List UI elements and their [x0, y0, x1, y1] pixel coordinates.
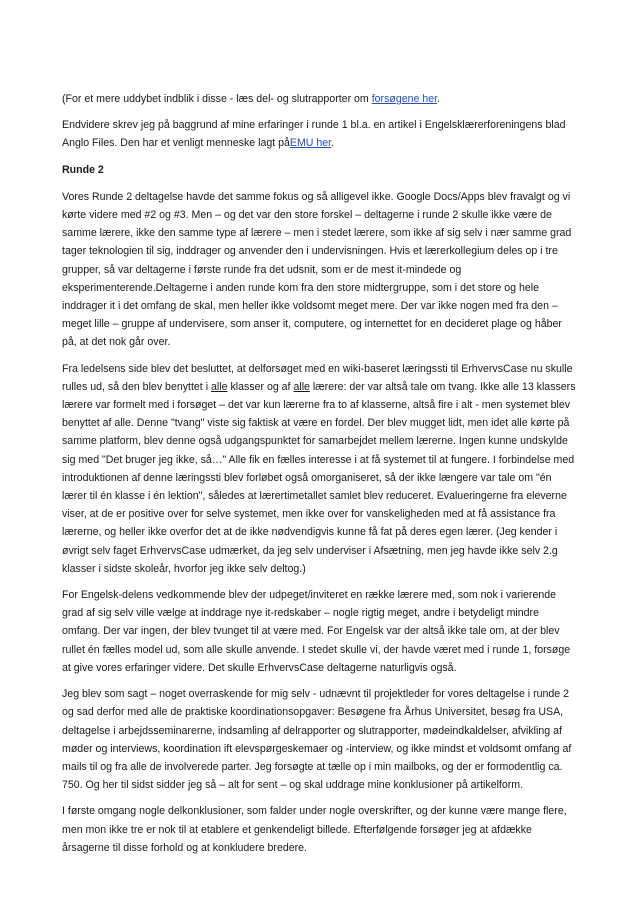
- underlined-word: alle: [293, 380, 310, 393]
- intro-text-end: .: [437, 93, 441, 105]
- intro-text-end: .: [331, 137, 335, 150]
- body-paragraph-1: Vores Runde 2 deltagelse havde det samme fokus og så alligevel ikke. Google Docs/Apps blev fravalgt og vi kørte videre med #2 og #3. Men – og det var den store forskel – deltagerne i runde 2 skulle ikke være de samme lærere, ikke den samme type af lærere – men i stedet lærere, som ikke af sig selv i nær samme grad tager teknologien til sig, inddrager og anvender den i undervisningen. Hvis et lærerkollegium deles op i tre grupper, så var deltagerne i første runde fra det udsnit, som er de mest it-mindede og eksperimenterende.Deltagerne i anden runde kom fra den store midtergruppe, som i det store og hele inddrager it i det omfang de skal, men heller ikke voldsomt meget mere. Der var ikke nogen med fra den – meget lille – gruppe af undervisere, som anser it, computere, og internettet for en decideret plage og håber på, at det nok går over.: [62, 190, 572, 349]
- paragraph-text: Fra ledelsens side blev det besluttet, at delforsøget med en wiki-baseret læringssti til ErhvervsCase nu skulle rulles ud, så den blev benyttet i: [62, 362, 573, 393]
- body-paragraph-4: Jeg blev som sagt – noget overraskende for mig selv - udnævnt til projektleder for vores deltagelse i runde 2 og sad derfor med alle de praktiske koordinationsopgaver: Besøgene fra Århus Universitet, besøg fra USA, deltagelse i arbejdsseminarerne, indsamling af delrapporter og slutrapporter, mødeindkaldelser, afvikling af møder og interviews, koordination ift elevspørgeskemaer og -interview, og ikke mindst et voldsomt omfang af mails til og fra alle de involverede parter. Jeg forsøgte at tælle op i min mailboks, og der er formodentlig ca. 750. Og her til sidst sidder jeg så – alt for sent – og skal uddrage mine konklusioner på artikelform.: [62, 688, 572, 792]
- intro-text: Endvidere skrev jeg på baggrund af mine erfaringer i runde 1 bl.a. en artikel i Engelsklærerforeningens blad Anglo Files. Den har et venligt menneske lagt på: [62, 119, 566, 150]
- body-paragraph-2: [62, 360, 576, 578]
- body-paragraph-5: I første omgang nogle delkonklusioner, som falder under nogle overskrifter, og der kunne være mange flere, men mon ikke tre er nok til at etablere et genkendeligt billede. Efterfølgende forsøger jeg at afdække årsagerne til disse forhold og at konkludere bredere.: [62, 805, 567, 854]
- body-paragraph-3: For Engelsk-delens vedkommende blev der udpeget/inviteret en række lærere med, som nok i varierende grad af sig selv ville vælge at inddrage nye it-redskaber – nogle rigtig meget, andre i betydeligt mindre omfang. Der var ingen, der blev tvunget til at være med. For Engelsk var der altså ikke tale om, at der blev rullet én fælles model ud, som alle skulle anvende. I stedet skulle vi, der havde været med i runde 1, forsøge at give vores erfaringer videre. Det skulle ErhvervsCase deltagerne naturligvis også.: [62, 589, 571, 674]
- emu-link[interactable]: EMU her: [289, 137, 332, 150]
- section-heading: Runde 2: [62, 163, 104, 176]
- intro-paragraph-1: [62, 90, 576, 108]
- paragraph-text: lærere: der var altså tale om tvang. Ikke alle 13 klassers lærere var formelt med i forsøget – det var kun lærerne fra to af klasserne, altså fire i alt - men systemet blev benyttet af alle. Denne "tvang" viste sig faktisk at være en fordel. Der blev mugget lidt, men idet alle kørte på samme platform, blev denne også udgangspunktet for samarbejdet mellem lærerne. Ingen kunne undskylde sig med "Det bruger jeg ikke, så…" Alle fik en fælles interesse i at få systemet til at fungere. I forbindelse med introduktionen af denne læringssti blev forløbet også omorganiseret, så der ikke længere var tale om "én lærer til én klasse i én lektion", således at lærertimetallet samlet blev reduceret. Evalueringerne fra eleverne viser, at de er positive over for selve systemet, men ikke over for vanskeligheden med at få assistance fra lærerne, og heller ikke overfor det at de ikke nødvendigvis kunne få fat på deres egen lærer. (Jeg kender i øvrigt selv faget ErhvervsCase udmærket, da jeg selv underviser i Afsætning, men jeg havde ikke selv 2.g klasser i sidste skoleår, hvorfor jeg ikke selv deltog.): [62, 380, 576, 575]
- paragraph-text: klasser og af: [227, 380, 294, 393]
- reports-link[interactable]: forsøgene her: [371, 93, 438, 105]
- intro-text: (For et mere uddybet indblik i disse - læs del- og slutrapporter om: [62, 93, 372, 105]
- underlined-word: alle: [211, 380, 228, 393]
- intro-paragraph-2: [62, 116, 576, 152]
